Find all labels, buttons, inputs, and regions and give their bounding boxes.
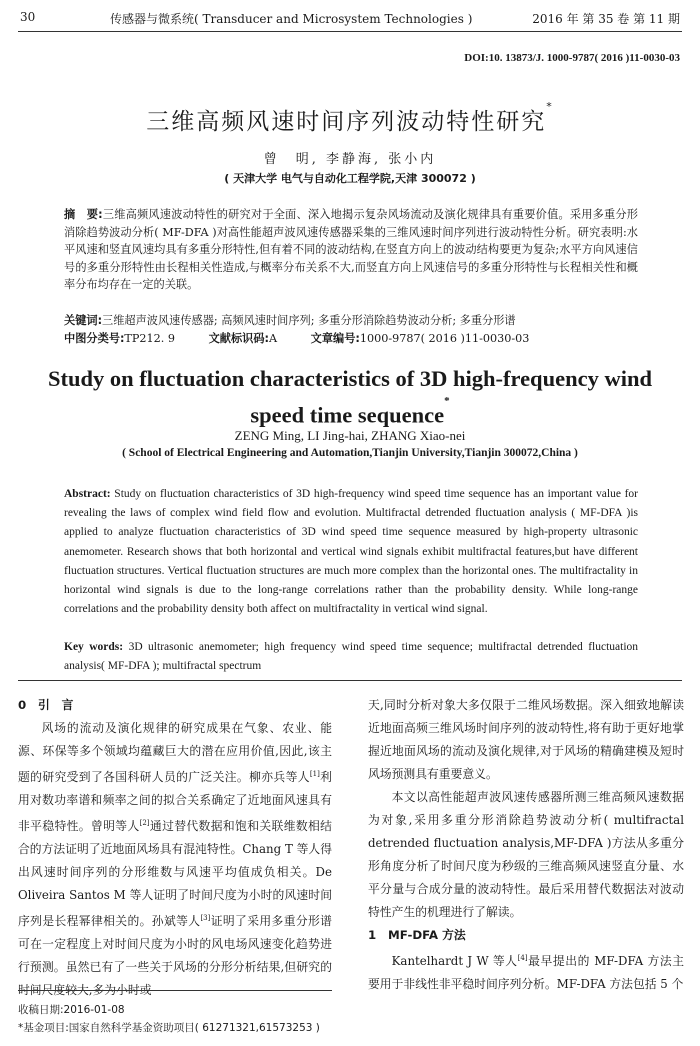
zh-keywords	[64, 312, 638, 328]
body-left-column	[18, 694, 332, 1002]
en-abstract-text: Study on fluctuation characteristics of 3D high-frequency wind speed time sequence has an important value for revealing the laws of complex wind field flow and evolution. Multifractal detrended fluctuation analysis ( MF-DFA )is applied to analyze fluctuation characteristics of 3D wind speed time sequence measured by high-property ultrasonic anemometer. Research shows that both horizontal and vertical wind signals exhibit multifractal features,but have different fluctuation structures. Vertical fluctuation structures are much more complex than the horizontal ones. The multifractality in horizontal wind signals is due to the long-range correlations rather than the probability density. While long-range correlations and the probability density both affect on multifractality in vertical wind signal.	[64, 488, 638, 616]
running-header	[20, 10, 680, 28]
intro-paragraph-1	[18, 717, 332, 1002]
zh-title-text: 三维高频风速时间序列波动特性研究	[146, 109, 547, 135]
citation-3: [3]	[200, 913, 211, 922]
section-1-heading: 1 MF-DFA 方法	[368, 928, 466, 942]
intro-paragraph-2: 本文以高性能超声波风速传感器所测三维高频风速数据为对象,采用多重分形消除趋势波动分析( multifractal detrended fluctuation analysis,MF-DFA )方法从多重分形角度分析了时间尺度为秒级的三维高频风速竖直分量、水平分量与合成分量的波动特性。最后采用替代数据法对波动特性产生的机理进行了解读。	[368, 790, 684, 919]
zh-abstract-label: 摘 要:	[64, 208, 103, 221]
zh-title-footnote-mark: *	[546, 100, 554, 114]
intro-text-b: 利用对数功率谱和频率之间的拟合关系确定了近地面风速具有非平稳特性。曾明等人	[18, 769, 332, 833]
intro-continued-paragraph: 天,同时分析对象大多仅限于二维风场数据。深入细致地解读近地面高频三维风场时间序列的波动特性,将有助于更好地掌握近地面风场的流动及演化规律,对于风场的精确建模及短时风场预测具有重要意义。	[368, 698, 684, 781]
clc-label: 中图分类号:	[64, 332, 125, 345]
clc-value: TP212. 9	[124, 332, 175, 345]
en-keywords-label: Key words:	[64, 641, 124, 653]
en-title	[30, 363, 670, 432]
article-no-label: 文章编号:	[310, 332, 360, 345]
zh-keywords-label: 关键词:	[64, 314, 103, 327]
en-authors: ZENG Ming, LI Jing-hai, ZHANG Xiao-nei	[234, 428, 466, 443]
doccode-field	[209, 332, 278, 345]
issue-info: 2016 年 第 35 卷 第 11 期	[532, 12, 680, 26]
intro-text-a: 风场的流动及演化规律的研究成果在气象、农业、能源、环保等多个领域均蕴藏巨大的潜在应用价值,因此,该主题的研究受到了各国科研人员的广泛关注。柳亦兵等人	[18, 721, 332, 784]
abstract-body-rule	[18, 680, 682, 681]
intro-text-c: 通过替代数据和饱和关联维数相结合的方法证明了近地面风场具有混沌特性。Chang T 等人得出风速时间序列的分形维数与风速平均值成负相关。De Oliveira Santos M 等人证明了时间尺度为小时的风速时间序列是长程幂律相关的。孙斌等人	[18, 818, 332, 928]
zh-abstract-text: 三维高频风速波动特性的研究对于全面、深入地揭示复杂风场流动及演化规律具有重要价值。采用多重分形消除趋势波动分析( MF-DFA )对高性能超声波风速传感器采集的三维风速时间序列进行波动特性分析。研究表明:水平风速和竖直风速均具有多重分形特性,但有着不同的波动结构,在竖直方向上的波动结构要更为复杂;水平方向风速信号的多重分形特性由长程相关性造成,与概率分布关系不大,而竖直方向上风速信号的多重分形特性与长程相关性和概率分布均存在一定的关联。	[64, 208, 638, 292]
en-title-text: Study on fluctuation characteristics of 3D high-frequency wind speed time sequence	[48, 366, 652, 428]
en-keywords	[64, 638, 638, 676]
clc-field	[64, 332, 175, 345]
zh-authors: 曾 明, 李静海, 张小内	[263, 152, 437, 167]
doi: DOI:10. 13873/J. 1000-9787( 2016 )11-0030-03	[464, 52, 680, 64]
header-rule	[18, 31, 682, 32]
footnote-rule	[18, 990, 332, 991]
body-right-column	[368, 694, 684, 996]
fund-note: *基金项目:国家自然科学基金资助项目( 61271321,61573253 )	[18, 1022, 320, 1034]
article-no-value: 1000-9787( 2016 )11-0030-03	[359, 332, 530, 345]
page-number: 30	[20, 10, 36, 24]
zh-classification	[64, 330, 638, 346]
doccode-label: 文献标识码:	[208, 332, 269, 345]
en-title-footnote-mark: *	[444, 395, 450, 407]
zh-title	[0, 100, 700, 136]
en-keywords-text: 3D ultrasonic anemometer; high frequency wind speed time sequence; multifractal detrended fluctuation analysis( MF-DFA ); multifractal spectrum	[64, 641, 639, 673]
doccode-value: A	[268, 332, 278, 345]
citation-4: [4]	[517, 954, 528, 962]
method-text-a: Kantelhardt J W 等人	[391, 953, 518, 968]
en-abstract-label: Abstract:	[64, 488, 111, 500]
method-text-b: 最早提出的 MF-DFA 方法主要用于非线性非平稳时间序列分析。MF-DFA 方法包括 5 个	[368, 953, 685, 991]
zh-abstract	[64, 206, 638, 294]
zh-affiliation: ( 天津大学 电气与自动化工程学院,天津 300072 )	[224, 172, 476, 185]
intro-text-d: 证明了采用多重分形谱可在一定程度上对时间尺度为小时的风电场风速变化趋势进行预测。虽然已有了一些关于风场的分形分析结果,但研究的时间尺度较大,多为小时或	[18, 913, 332, 997]
citation-1: [1]	[309, 770, 320, 778]
en-affiliation: ( School of Electrical Engineering and Automation,Tianjin University,Tianjin 300072,China )	[122, 447, 578, 459]
zh-keywords-text: 三维超声波风速传感器; 高频风速时间序列; 多重分形消除趋势波动分析; 多重分形谱	[102, 314, 516, 327]
method-paragraph	[368, 947, 684, 996]
received-date: 收稿日期:2016-01-08	[18, 1004, 125, 1016]
citation-2: [2]	[139, 818, 150, 827]
journal-name: 传感器与微系统( Transducer and Microsystem Technologies )	[110, 12, 473, 26]
en-abstract	[64, 485, 638, 619]
article-no-field	[311, 332, 530, 345]
section-0-heading: 0 引 言	[18, 698, 74, 712]
